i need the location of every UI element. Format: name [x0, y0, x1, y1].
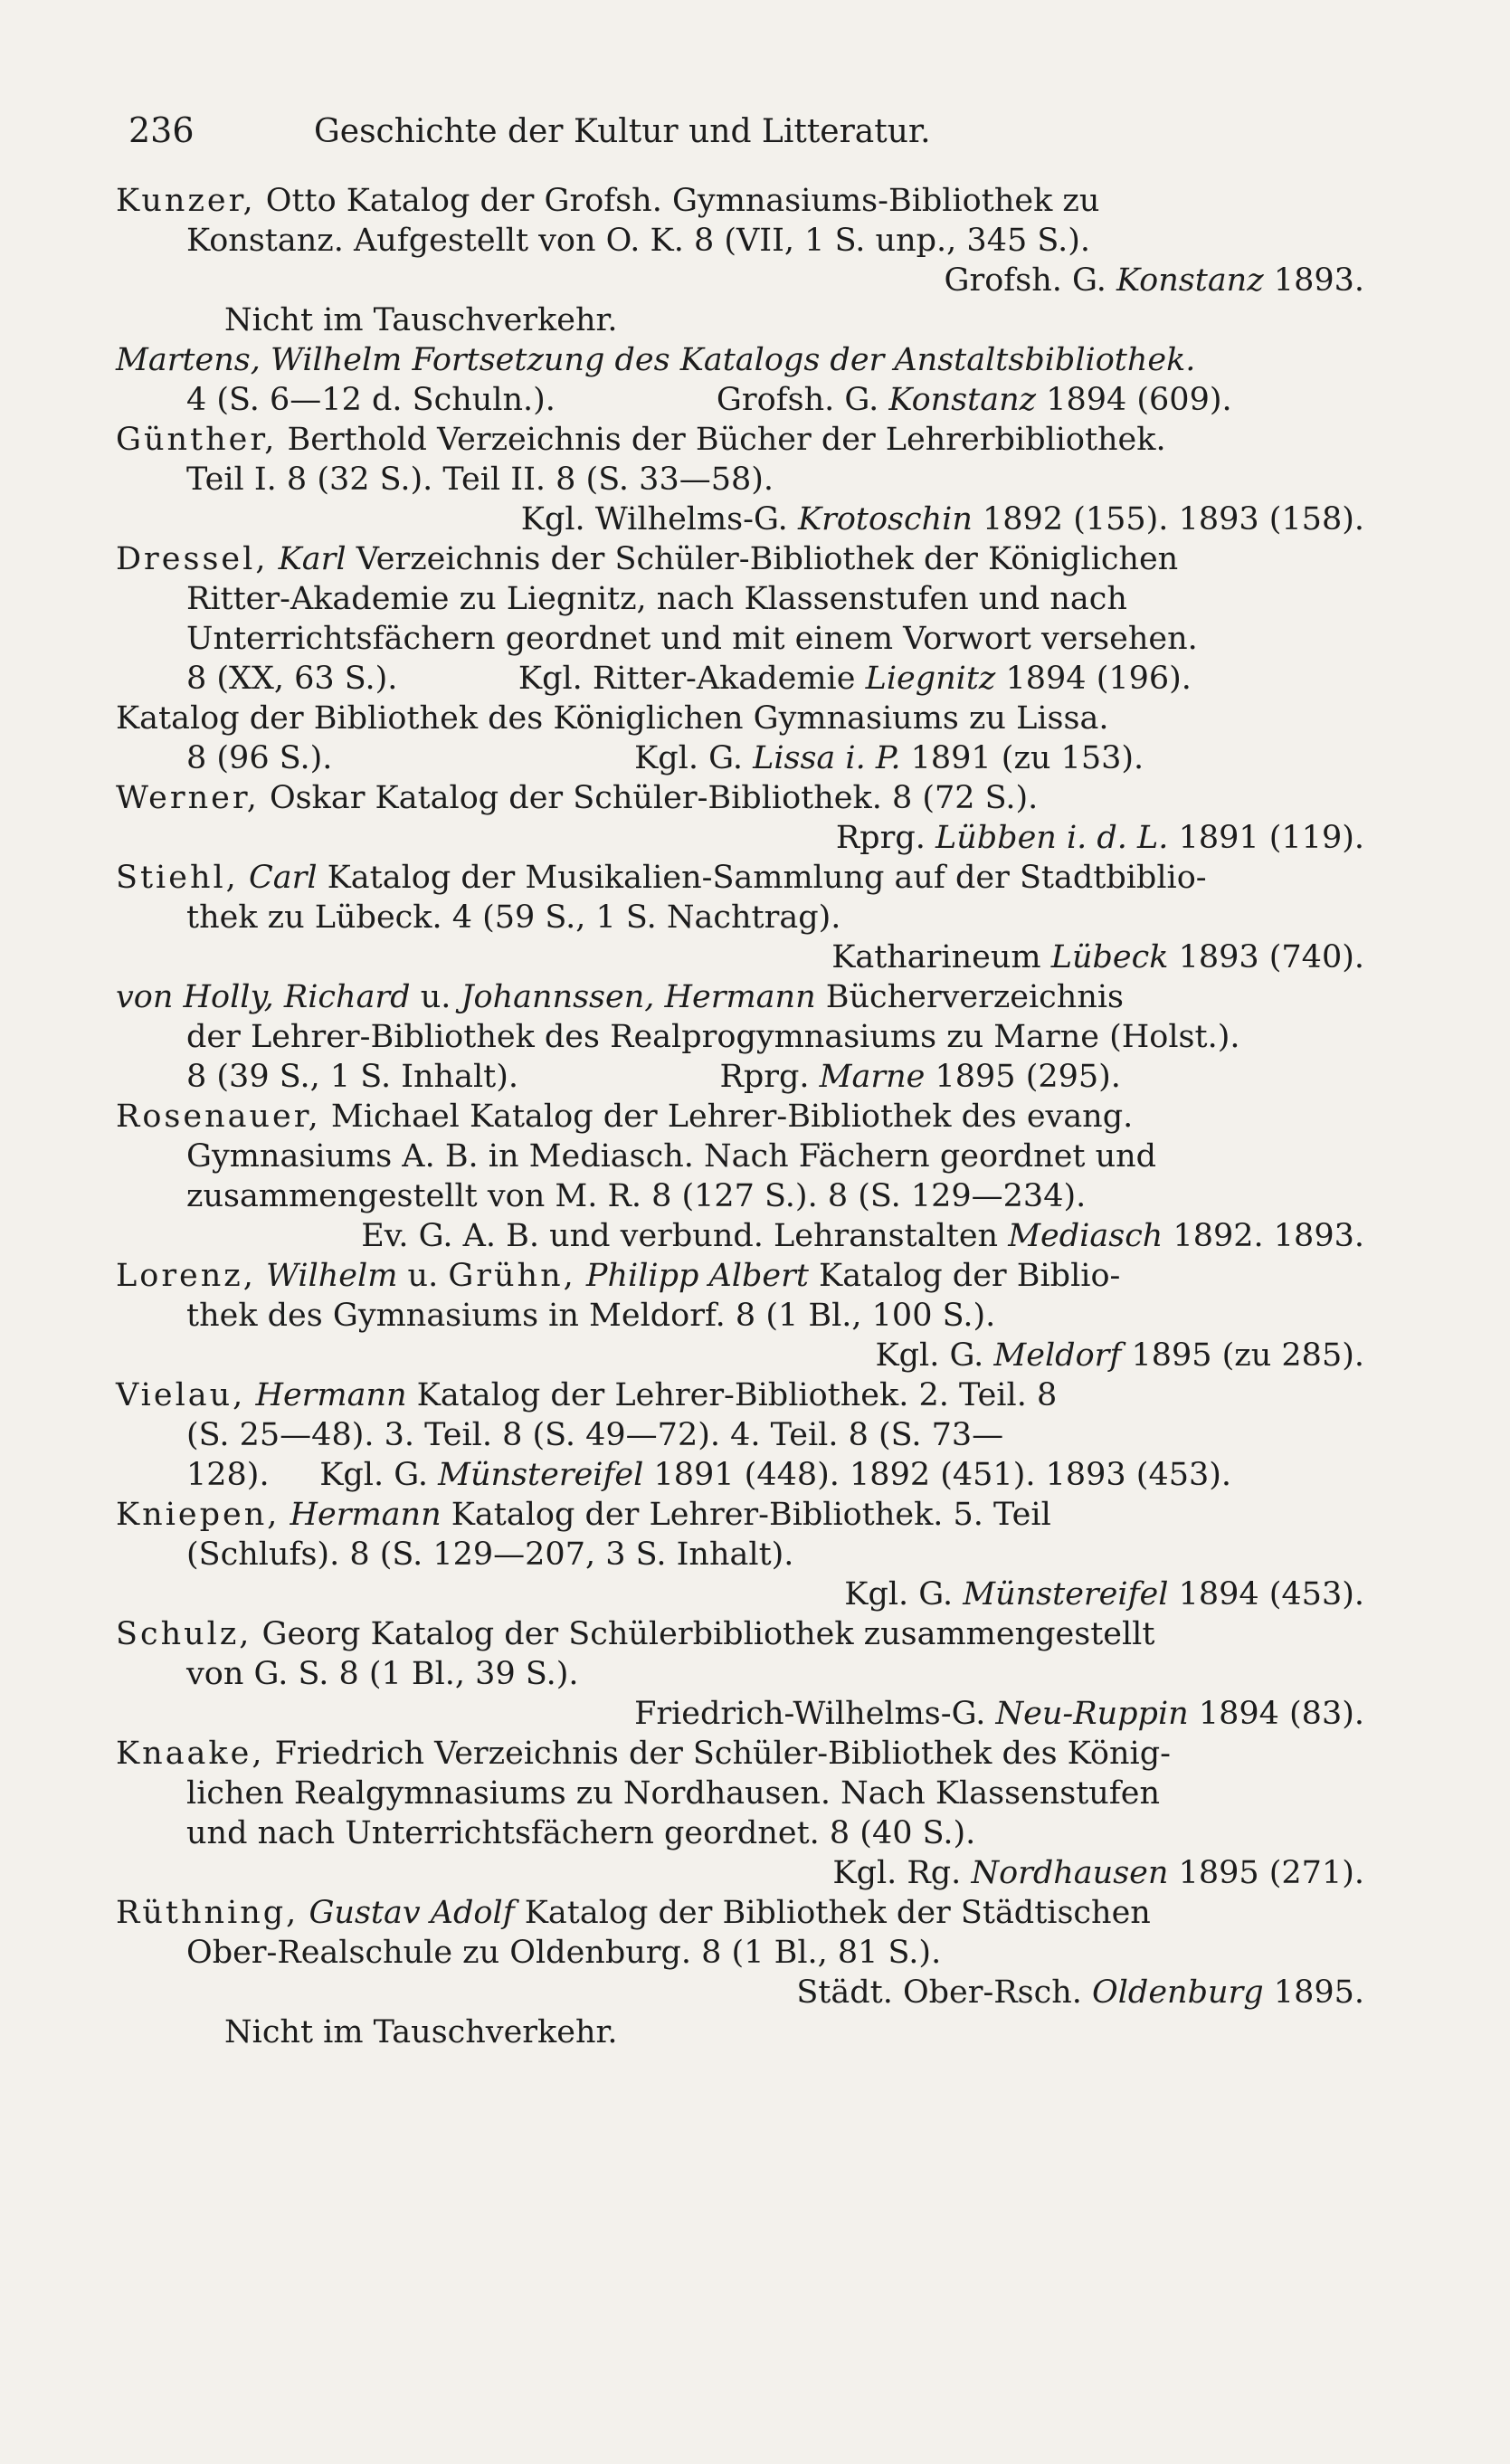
text-segment	[245, 1377, 255, 1413]
text-segment: (S. 25—48). 3. Teil. 8 (S. 49—72). 4. Teil. 8 (S. 73—	[186, 1417, 1004, 1453]
entry-line	[116, 1017, 1364, 1057]
entry-line	[116, 1535, 1364, 1574]
text-segment: thek des Gymnasiums in Meldorf. 8 (1 Bl., 100 S.).	[186, 1298, 996, 1334]
text-segment: 1894 (453).	[1168, 1576, 1364, 1613]
entry-first-line	[116, 1256, 1364, 1296]
text-segment: Rprg.	[835, 820, 935, 856]
text-segment: Kgl. Wilhelms-G.	[520, 501, 798, 538]
text-segment	[280, 1497, 290, 1533]
text-segment: 1893.	[1263, 262, 1364, 299]
entry-line	[116, 619, 1364, 659]
italic-text: Johannssen,	[461, 979, 655, 1015]
entry-first-line	[116, 1375, 1364, 1415]
text-segment: thek zu Lübeck. 4 (59 S., 1 S. Nachtrag).	[186, 899, 841, 936]
text-segment: Katalog der Bibliothek der Städtischen	[514, 1895, 1151, 1931]
italic-text: Münstereifel	[963, 1576, 1169, 1613]
text-segment: Katalog der Lehrer-Bibliothek. 2. Teil. 8	[406, 1377, 1058, 1413]
author-surname: Günther,	[116, 422, 278, 458]
text-segment: Ritter-Akademie zu Liegnitz, nach Klassenstufen und nach	[186, 581, 1127, 617]
italic-text: Konstanz	[888, 382, 1037, 418]
text-segment: Katalog der Musikalien-Sammlung auf der Stadtbiblio-	[317, 860, 1207, 896]
entry-line	[116, 738, 1364, 778]
entry-first-line	[116, 699, 1364, 738]
entry-line	[116, 1813, 1364, 1853]
text-segment: Georg Katalog der Schülerbibliothek zusammengestellt	[252, 1616, 1155, 1652]
author-surname: Lorenz,	[116, 1258, 256, 1294]
text-segment: zusammengestellt von M. R. 8 (127 S.). 8 (S. 129—234).	[186, 1178, 1087, 1214]
italic-text: Martens, Wilhelm Fortsetzung des Katalogs der Anstaltsbibliothek.	[116, 342, 1196, 378]
entry-line	[116, 1216, 1364, 1256]
italic-text: Neu-Ruppin	[995, 1696, 1189, 1732]
entry-line	[116, 380, 1364, 420]
entry-first-line	[116, 1097, 1364, 1137]
text-segment: Kgl. Rg.	[832, 1855, 972, 1891]
italic-text: Konstanz	[1116, 262, 1264, 299]
italic-text: Gustav Adolf	[309, 1895, 515, 1931]
entry-first-line	[116, 420, 1364, 460]
text-segment: von G. S. 8 (1 Bl., 39 S.).	[186, 1656, 579, 1692]
author-surname: Vielau,	[116, 1377, 246, 1413]
entry-first-line	[116, 539, 1364, 579]
text-segment: der Lehrer-Bibliothek des Realprogymnasiums zu Marne (Holst.).	[186, 1019, 1240, 1055]
italic-text: von Holly,	[116, 979, 274, 1015]
entry-line	[116, 1574, 1364, 1614]
bibliography-entries	[116, 181, 1364, 2052]
italic-text: Hermann	[654, 979, 816, 1015]
entry-line	[116, 221, 1364, 261]
running-header	[128, 101, 931, 161]
text-segment: 8 (39 S., 1 S. Inhalt). Rprg.	[186, 1059, 820, 1095]
author-surname: Kniepen,	[116, 1497, 280, 1533]
author-surname: Grühn,	[448, 1258, 576, 1294]
italic-text: Karl	[278, 541, 347, 577]
entry-line	[116, 1336, 1364, 1375]
text-segment: Teil I. 8 (32 S.). Teil II. 8 (S. 33—58).	[186, 461, 774, 498]
entry-line	[116, 579, 1364, 619]
italic-text: Lübeck	[1050, 939, 1169, 975]
text-segment: lichen Realgymnasiums zu Nordhausen. Nach Klassenstufen	[186, 1775, 1161, 1812]
entry-first-line	[116, 1734, 1364, 1774]
text-segment: Nicht im Tauschverkehr.	[224, 2014, 618, 2050]
entry-first-line	[116, 1495, 1364, 1535]
italic-text: Wilhelm	[266, 1258, 398, 1294]
entry-line	[116, 1176, 1364, 1216]
entry-line	[116, 1654, 1364, 1694]
entry-line	[116, 1973, 1364, 2012]
running-title: Geschichte der Kultur und Litteratur.	[314, 113, 931, 150]
text-segment: Konstanz. Aufgestellt von O. K. 8 (VII, 1 S. unp., 345 S.).	[186, 223, 1090, 259]
text-segment: Friedrich-Wilhelms-G.	[634, 1696, 996, 1732]
text-segment: Bücherverzeichnis	[815, 979, 1125, 1015]
entry-line	[116, 1057, 1364, 1097]
text-segment: 1891 (119).	[1168, 820, 1364, 856]
text-segment	[268, 541, 278, 577]
text-segment: Ober-Realschule zu Oldenburg. 8 (1 Bl., 81 S.).	[186, 1935, 942, 1971]
text-segment	[239, 860, 249, 896]
italic-text: Mediasch	[1008, 1218, 1163, 1254]
italic-text: Liegnitz	[865, 661, 996, 697]
text-segment: Nicht im Tauschverkehr.	[224, 302, 618, 338]
text-segment: Verzeichnis der Schüler-Bibliothek der Königlichen	[346, 541, 1179, 577]
text-segment: Friedrich Verzeichnis der Schüler-Bibliothek des König-	[264, 1736, 1171, 1772]
italic-text: Philipp Albert	[585, 1258, 809, 1294]
text-segment: Katharineum	[831, 939, 1051, 975]
text-segment: Ev. G. A. B. und verbund. Lehranstalten	[361, 1218, 1009, 1254]
italic-text: Lissa i. P.	[753, 740, 901, 776]
text-segment	[256, 1258, 266, 1294]
author-surname: Dressel,	[116, 541, 269, 577]
entry-line	[116, 1296, 1364, 1336]
text-segment: Unterrichtsfächern geordnet und mit einem Vorwort versehen.	[186, 621, 1198, 657]
italic-text: Meldorf	[993, 1337, 1122, 1374]
text-segment: 128). Kgl. G.	[186, 1457, 439, 1493]
text-segment: Kgl. G.	[844, 1576, 964, 1613]
text-segment: Otto Katalog der Grofsh. Gymnasiums-Bibliothek zu	[255, 183, 1100, 219]
text-segment: 1894 (609).	[1036, 382, 1232, 418]
italic-text: Münstereifel	[438, 1457, 644, 1493]
text-segment: 1892 (155). 1893 (158).	[972, 501, 1364, 538]
text-segment: u.	[397, 1258, 449, 1294]
text-segment: Berthold Verzeichnis der Bücher der Lehrerbibliothek.	[277, 422, 1166, 458]
entry-line	[116, 898, 1364, 937]
text-segment: 1894 (196).	[995, 661, 1192, 697]
entry-line	[116, 1455, 1364, 1495]
text-segment: 1891 (448). 1892 (451). 1893 (453).	[643, 1457, 1232, 1493]
text-segment: Städt. Ober-Rsch.	[796, 1974, 1093, 2011]
italic-text: Nordhausen	[971, 1855, 1169, 1891]
author-surname: Werner,	[116, 780, 260, 816]
entry-line	[116, 1853, 1364, 1893]
italic-text: Hermann	[290, 1497, 442, 1533]
entry-line	[116, 1137, 1364, 1176]
text-segment: 8 (96 S.). Kgl. G.	[186, 740, 754, 776]
text-segment: Grofsh. G.	[944, 262, 1116, 299]
author-surname: Kunzer,	[116, 183, 256, 219]
entry-first-line	[116, 778, 1364, 818]
text-segment: 1895 (zu 285).	[1121, 1337, 1364, 1374]
italic-text: Oldenburg	[1092, 1974, 1264, 2011]
author-surname: Schulz,	[116, 1616, 252, 1652]
entry-first-line	[116, 1893, 1364, 1933]
entry-line	[116, 1694, 1364, 1734]
page-number: 236	[128, 110, 195, 150]
entry-line	[116, 1933, 1364, 1973]
entry-first-line	[116, 340, 1364, 380]
text-segment: 1893 (740).	[1168, 939, 1364, 975]
italic-text: Carl	[248, 860, 318, 896]
italic-text: Richard	[273, 979, 411, 1015]
text-segment: (Schlufs). 8 (S. 129—207, 3 S. Inhalt).	[186, 1536, 794, 1573]
text-segment: 1895.	[1263, 1974, 1364, 2011]
text-segment: 8 (XX, 63 S.). Kgl. Ritter-Akademie	[186, 661, 866, 697]
text-segment: 1895 (271).	[1168, 1855, 1364, 1891]
text-segment: Oskar Katalog der Schüler-Bibliothek. 8 (72 S.).	[259, 780, 1039, 816]
text-segment: Michael Katalog der Lehrer-Bibliothek des evang.	[320, 1099, 1134, 1135]
text-segment: 1892. 1893.	[1163, 1218, 1364, 1254]
text-segment: Katalog der Bibliothek des Königlichen Gymnasiums zu Lissa.	[116, 700, 1109, 737]
entry-first-line	[116, 858, 1364, 898]
entry-line	[116, 1774, 1364, 1813]
text-segment	[299, 1895, 309, 1931]
italic-text: Krotoschin	[797, 501, 973, 538]
author-surname: Rosenauer,	[116, 1099, 321, 1135]
entry-first-line	[116, 1614, 1364, 1654]
entry-line	[116, 2012, 1364, 2052]
text-segment: 1894 (83).	[1188, 1696, 1364, 1732]
text-segment: u.	[410, 979, 461, 1015]
text-segment: Katalog der Biblio-	[808, 1258, 1121, 1294]
text-segment: Kgl. G.	[875, 1337, 994, 1374]
text-segment: Katalog der Lehrer-Bibliothek. 5. Teil	[441, 1497, 1051, 1533]
entry-line	[116, 1415, 1364, 1455]
entry-line	[116, 659, 1364, 699]
entry-line	[116, 818, 1364, 858]
text-segment: 1891 (zu 153).	[900, 740, 1144, 776]
text-segment: 1895 (295).	[925, 1059, 1121, 1095]
entry-first-line	[116, 181, 1364, 221]
text-segment: 4 (S. 6—12 d. Schuln.). Grofsh. G.	[186, 382, 889, 418]
italic-text: Hermann	[255, 1377, 407, 1413]
italic-text: Lübben i. d. L.	[935, 820, 1169, 856]
entry-line	[116, 300, 1364, 340]
author-surname: Stiehl,	[116, 860, 239, 896]
entry-line	[116, 460, 1364, 499]
italic-text: Marne	[819, 1059, 926, 1095]
entry-line	[116, 499, 1364, 539]
entry-line	[116, 937, 1364, 977]
author-surname: Knaake,	[116, 1736, 265, 1772]
text-segment	[576, 1258, 586, 1294]
entry-first-line	[116, 977, 1364, 1017]
text-segment: Gymnasiums A. B. in Mediasch. Nach Fächern geordnet und	[186, 1138, 1157, 1175]
text-segment: und nach Unterrichtsfächern geordnet. 8 (40 S.).	[186, 1815, 976, 1851]
author-surname: Rüthning,	[116, 1895, 299, 1931]
entry-line	[116, 261, 1364, 300]
